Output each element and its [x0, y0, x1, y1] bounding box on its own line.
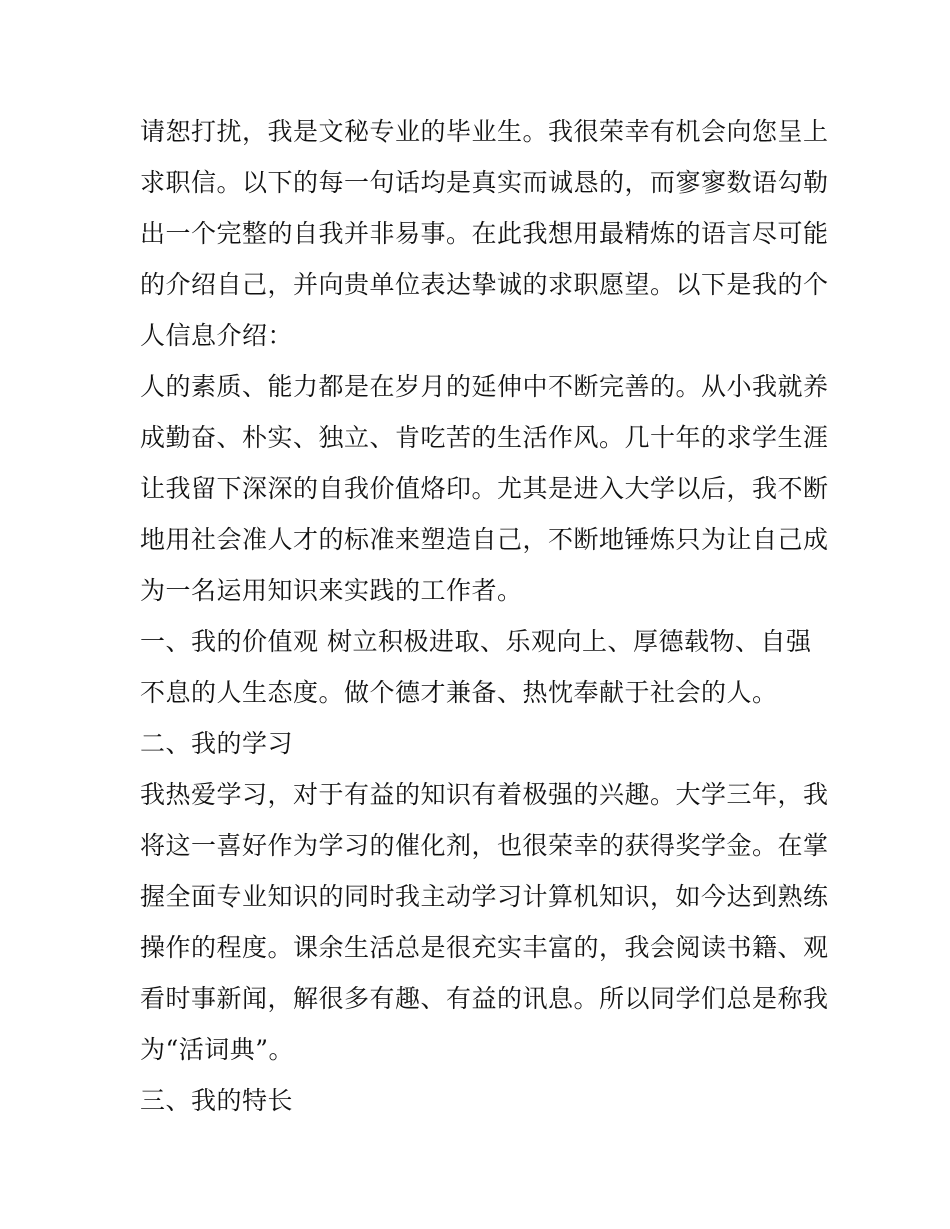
section-heading-study: 二、我的学习: [140, 729, 294, 758]
text-line: 让我留下深深的自我价值烙印。尤其是进入大学以后，我不断: [140, 474, 829, 503]
text-line: 我热爱学习，对于有益的知识有着极强的兴趣。大学三年，我: [140, 780, 829, 809]
text-line: 为一名运用知识来实践的工作者。: [140, 576, 523, 605]
text-line: 出一个完整的自我并非易事。在此我想用最精炼的语言尽可能: [140, 219, 829, 248]
section-heading-strengths: 三、我的特长: [140, 1086, 294, 1115]
document-body: [140, 106, 829, 1126]
text-line: 人的素质、能力都是在岁月的延伸中不断完善的。从小我就养: [140, 372, 829, 401]
text-line: 的介绍自己，并向贵单位表达挚诚的求职愿望。以下是我的个: [140, 270, 829, 299]
text-line: 求职信。以下的每一句话均是真实而诚恳的，而寥寥数语勾勒: [140, 168, 829, 197]
text-line: 握全面专业知识的同时我主动学习计算机知识，如今达到熟练: [140, 882, 829, 911]
text-line: 看时事新闻，解很多有趣、有益的讯息。所以同学们总是称我: [140, 984, 829, 1013]
text-line: 人信息介绍：: [140, 321, 294, 350]
section-heading-values: 一、我的价值观 树立积极进取、乐观向上、厚德载物、自强: [140, 627, 812, 656]
text-line: 操作的程度。课余生活总是很充实丰富的，我会阅读书籍、观: [140, 933, 829, 962]
text-line: 地用社会准人才的标准来塑造自己，不断地锤炼只为让自己成: [140, 525, 829, 554]
text-line: 成勤奋、朴实、独立、肯吃苦的生活作风。几十年的求学生涯: [140, 423, 829, 452]
text-line: 将这一喜好作为学习的催化剂，也很荣幸的获得奖学金。在掌: [140, 831, 829, 860]
text-line: 为“活词典”。: [140, 1035, 295, 1064]
text-line: 请恕打扰，我是文秘专业的毕业生。我很荣幸有机会向您呈上: [140, 117, 829, 146]
text-line: 不息的人生态度。做个德才兼备、热忱奉献于社会的人。: [140, 678, 778, 707]
